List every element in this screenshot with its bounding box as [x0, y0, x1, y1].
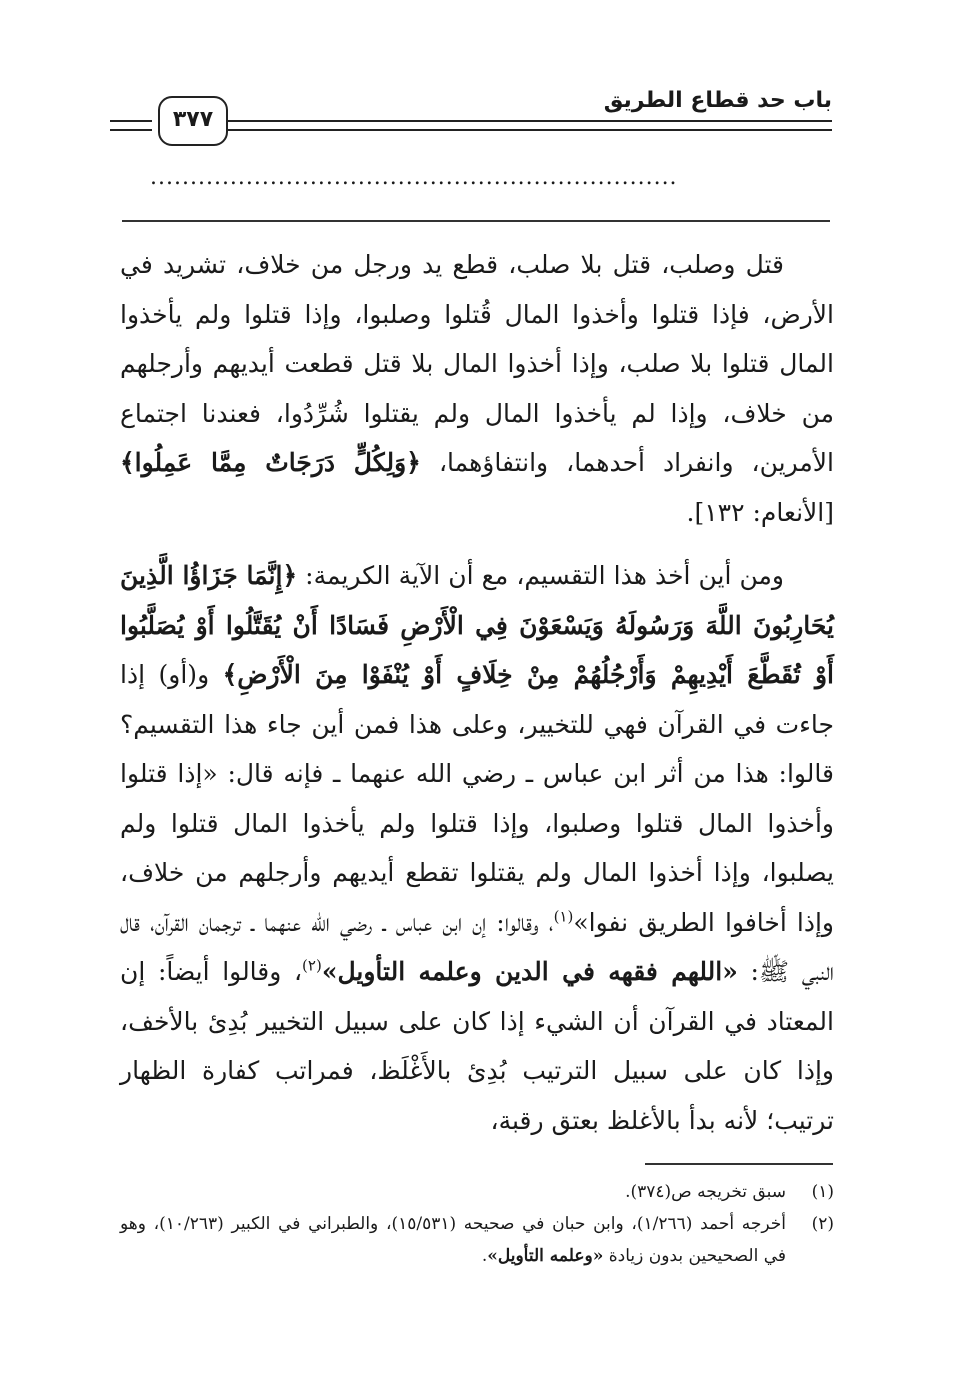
footnote-2: [120, 1208, 834, 1272]
paragraph-2-text: و(أو) إذا جاءت في القرآن فهي للتخيير، وعلى هذا فمن أين جاء هذا التقسيم؟ قالوا: هذا من أثر ابن عباس ـ رضي الله عنهما ـ فإنه قال: «إذا قتلوا وأخذوا المال قتلوا وصلبوا، وإذا قتلوا ولم يأخذوا المال قتلوا ولم يصلبوا، وإذا أخذوا المال ولم يقتلوا تقطع أيديهم وأرجلهم من خلاف، وإذا أخافوا الطريق نفوا»: [120, 660, 835, 937]
footnote-number: (٢): [811, 1214, 834, 1234]
footnote-1: [120, 1176, 834, 1208]
footnote-2-bold: «وعلمه التأويل»: [487, 1246, 604, 1266]
footnote-text: سبق تخريجه ص(٣٧٤).: [625, 1182, 786, 1202]
quran-verse-1: ﴿وَلِكُلٍّ دَرَجَاتٌ مِمَّا عَمِلُوا﴾: [120, 448, 421, 477]
footnote-ref-2: (٢): [302, 956, 322, 975]
footnotes: [120, 1176, 834, 1272]
chapter-title: باب حد قطاع الطريق: [603, 88, 832, 113]
page-number: ٣٧٧: [158, 96, 228, 146]
paragraph-2-end: ، وقالوا أيضاً: إن المعتاد في القرآن أن الشيء إذا كان على سبيل التخيير بُدِئ بالأخف، وإذا كان على سبيل الترتيب بُدِئ بالأَغْلَظ، فمراتب كفارة الظهار ترتيب؛ لأنه بدأ بالأغلظ بعتق رقبة،: [120, 957, 834, 1135]
paragraph-2: [120, 551, 834, 1145]
paragraph-1-text: قتل وصلب، قتل بلا صلب، قطع يد ورجل من خلاف، تشريد في الأرض، فإذا قتلوا وأخذوا المال قُتلوا وصلبوا، وإذا قتلوا ولم يأخذوا المال قتلوا بلا صلب، وإذا أخذوا المال بلا قتل قطعت أيديهم وأرجلهم من خلاف، وإذا لم يأخذوا المال ولم يقتلوا شُرِّدُوا، فعندنا اجتماع الأمرين، وانفراد أحدهما، وانتفاؤهما،: [120, 250, 835, 477]
footnote-text: [120, 1208, 786, 1272]
footnote-divider: [645, 1163, 833, 1165]
header-rule-right: [228, 120, 832, 131]
verse-reference: [الأنعام: ١٣٢].: [686, 497, 834, 527]
dotted-separator: ..................................................................: [150, 168, 678, 188]
top-divider: [122, 220, 830, 222]
page-header: [110, 88, 832, 140]
footnote-ref-1: (١): [553, 907, 574, 926]
body-text: [120, 240, 834, 1145]
header-rule-left: [110, 120, 152, 131]
paragraph-1: [120, 240, 834, 537]
paragraph-2-cont: ، وقالوا: إن ابن عباس ـ رضي الله عنهما ـ ترجمان القرآن، قال النبي ﷺ:: [120, 907, 834, 986]
hadith-quote: «اللهم فقهه في الدين وعلمه التأويل»: [321, 957, 738, 986]
footnote-2-text: أخرجه أحمد (١/٢٦٦)، وابن حبان في صحيحه (١٥/٥٣١)، والطبراني في الكبير (١٠/٢٦٣)، وهو في الصحيحين بدون زيادة: [120, 1214, 786, 1266]
quran-verse-2: ﴿إِنَّمَا جَزَاؤُا الَّذِينَ يُحَارِبُونَ اللَّهَ وَرَسُولَهُ وَيَسْعَوْنَ فِي الْأَرْضِ فَسَادًا أَنْ يُقَتَّلُوا أَوْ يُصَلَّبُوا أَوْ تُقَطَّعَ أَيْدِيهِمْ وَأَرْجُلُهُمْ مِنْ خِلَافٍ أَوْ يُنْفَوْا مِنَ الْأَرْضِ﴾: [120, 561, 834, 689]
paragraph-2-intro: ومن أين أخذ هذا التقسيم، مع أن الآية الكريمة:: [305, 561, 784, 590]
footnote-number: (١): [811, 1182, 834, 1202]
footnote-2-end: .: [481, 1246, 488, 1266]
